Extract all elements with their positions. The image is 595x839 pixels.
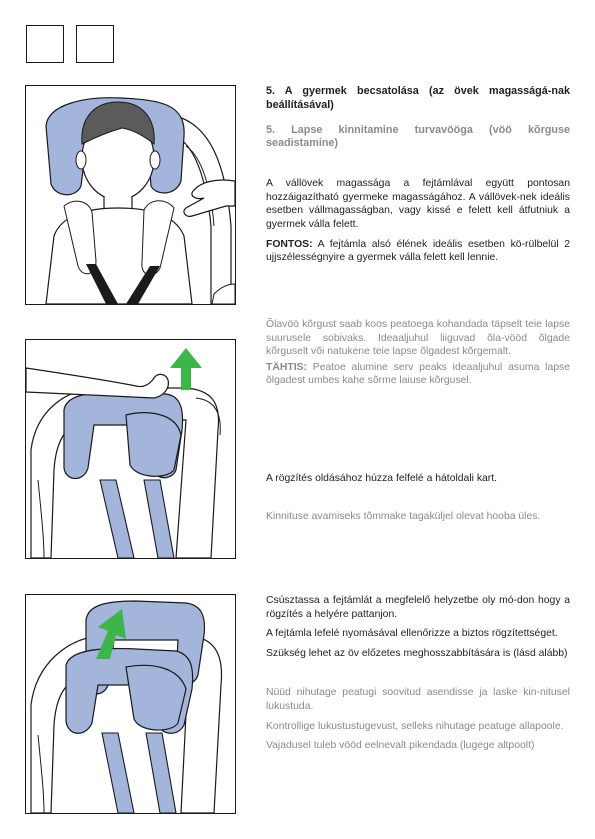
marker-box-1 (26, 25, 64, 63)
paragraph-hu-extend: Szükség lehet az öv előzetes meghosszabbítására is (lásd alább) (266, 647, 568, 659)
important-text-et: Peatoe alumine serv peaks ideaaljuhul asuma lapse õlgadest umbes kahe sõrme laiuse kõrgusel. (266, 361, 570, 387)
paragraph-et-important (266, 361, 570, 388)
paragraph-et-check: Kontrollige lukustustugevust, selleks nihutage peatuge allapoole. (266, 720, 564, 732)
section-title-hu: 5. A gyermek becsatolása (az övek magasságá-nak beállításával) (266, 85, 570, 111)
section-1-text-et (266, 318, 570, 388)
paragraph-hu-important (266, 238, 570, 265)
illustration-release-lever (25, 339, 236, 559)
illustration-slide-headrest (25, 594, 236, 814)
section-3-text (266, 594, 570, 753)
paragraph-hu-release: A rögzítés oldásához húzza felfelé a hátoldali kart. (266, 473, 498, 484)
important-label-hu: FONTOS: (266, 238, 313, 250)
paragraph-et-belt-height: Õlavöö kõrgust saab koos peatoega kohandada täpselt teie lapse suurusele sobivaks. Ideaaljuhul liiguvad õla-vööd õlgade kõrguselt või natukene teie lapse õlgadest kõrgemalt. (266, 319, 570, 358)
section-title-et: 5. Lapse kinnitamine turvavööga (vöö kõrguse seadistamine) (266, 123, 570, 150)
paragraph-et-slide: Nüüd nihutage peatugi soovitud asendisse ja laske kin-nitusel lukustuda. (266, 687, 570, 712)
illustration-child-belt-height (25, 85, 236, 305)
paragraph-hu-slide: Csúsztassa a fejtámlát a megfelelő helyzetbe oly mó-don hogy a rögzítés a helyére pattanjon. (266, 595, 570, 620)
important-label-et: TÄHTIS: (266, 361, 307, 373)
section-1-text (266, 85, 570, 265)
paragraph-et-release: Kinnituse avamiseks tõmmake tagaküljel olevat hooba üles. (266, 510, 541, 522)
paragraph-hu-belt-height: A vállövek magassága a fejtámlával együtt pontosan hozzáigazítható gyermeke magasságához. A vállövek-nek ideális esetben vállmagasságban, vagy kissé e felett kell átfutniuk a gyermek válla felett. (266, 178, 570, 230)
paragraph-hu-check: A fejtámla lefelé nyomásával ellenőrizze a biztos rögzítettséget. (266, 628, 558, 640)
paragraph-et-extend: Vajadusel tuleb vööd eelnevalt pikendada (lugege altpoolt) (266, 740, 535, 752)
section-2-text (266, 472, 570, 523)
important-text-hu: A fejtámla alsó élének ideális esetben kö-rülbelül 2 ujjszélességnyire a gyermek válla felett kell lennie. (266, 238, 570, 264)
marker-box-2 (76, 25, 114, 63)
